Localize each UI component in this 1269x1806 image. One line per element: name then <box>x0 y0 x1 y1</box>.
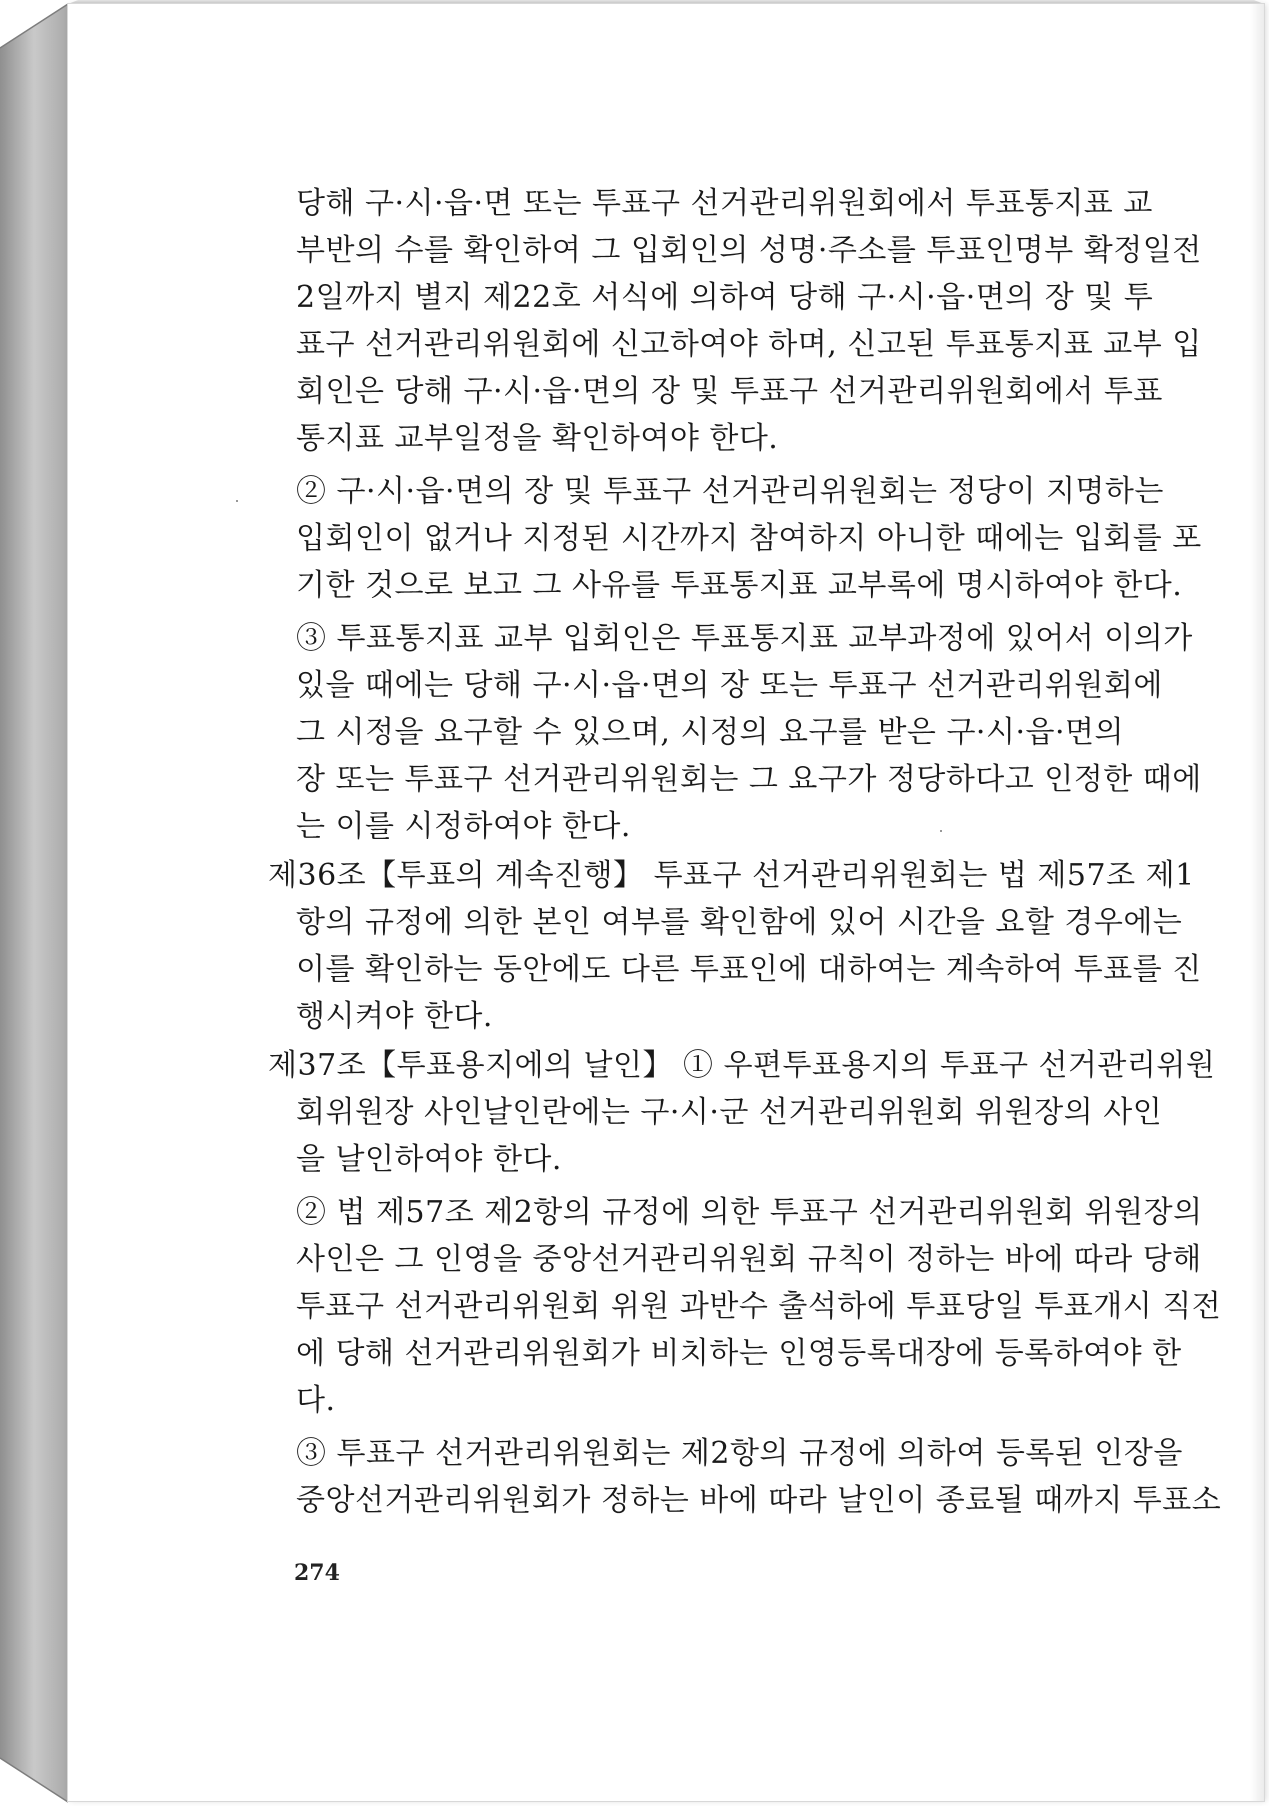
text-line: 회위원장 사인날인란에는 구·시·군 선거관리위원회 위원장의 사인 <box>296 1095 1163 1130</box>
text-line: 는 이를 시정하여야 한다. <box>296 809 631 844</box>
article-heading-line: 제36조【투표의 계속진행】 투표구 선거관리위원회는 법 제57조 제1 <box>268 858 1195 893</box>
text-line: 에 당해 선거관리위원회가 비치하는 인영등록대장에 등록하여야 한 <box>296 1336 1182 1371</box>
text-line: 그 시정을 요구할 수 있으며, 시정의 요구를 받은 구·시·읍·면의 <box>296 715 1124 750</box>
text-line: 입회인이 없거나 지정된 시간까지 참여하지 아니한 때에는 입회를 포 <box>296 521 1202 556</box>
article-heading-line: 제37조【투표용지에의 날인】 ① 우편투표용지의 투표구 선거관리위원 <box>268 1048 1216 1083</box>
text-line: 부반의 수를 확인하여 그 입회인의 성명·주소를 투표인명부 확정일전 <box>296 233 1202 268</box>
text-line: 2일까지 별지 제22호 서식에 의하여 당해 구·시·읍·면의 장 및 투 <box>296 280 1154 315</box>
text-line: 기한 것으로 보고 그 사유를 투표통지표 교부록에 명시하여야 한다. <box>296 568 1183 603</box>
paper-speck <box>236 500 238 502</box>
text-line: ③ 투표통지표 교부 입회인은 투표통지표 교부과정에 있어서 이의가 <box>296 621 1193 656</box>
text-line: 행시켜야 한다. <box>296 999 493 1034</box>
text-line: 있을 때에는 당해 구·시·읍·면의 장 또는 투표구 선거관리위원회에 <box>296 668 1163 703</box>
text-line: 통지표 교부일정을 확인하여야 한다. <box>296 421 779 456</box>
text-line: 투표구 선거관리위원회 위원 과반수 출석하에 투표당일 투표개시 직전 <box>296 1289 1222 1324</box>
text-line: 다. <box>296 1383 336 1418</box>
text-line: 표구 선거관리위원회에 신고하여야 하며, 신고된 투표통지표 교부 입 <box>296 327 1202 362</box>
text-line: 회인은 당해 구·시·읍·면의 장 및 투표구 선거관리위원회에서 투표 <box>296 374 1163 409</box>
book-spine-face <box>0 4 68 1802</box>
text-line: 장 또는 투표구 선거관리위원회는 그 요구가 정당하다고 인정한 때에 <box>296 762 1202 797</box>
paper-speck <box>940 830 942 832</box>
text-line: 중앙선거관리위원회가 정하는 바에 따라 날인이 종료될 때까지 투표소 <box>296 1483 1222 1518</box>
text-line: 항의 규정에 의한 본인 여부를 확인함에 있어 시간을 요할 경우에는 <box>296 905 1183 940</box>
text-line: 이를 확인하는 동안에도 다른 투표인에 대하여는 계속하여 투표를 진 <box>296 952 1202 987</box>
document-page <box>68 4 1264 1801</box>
text-line: 사인은 그 인영을 중앙선거관리위원회 규칙이 정하는 바에 따라 당해 <box>296 1242 1202 1277</box>
text-line: 당해 구·시·읍·면 또는 투표구 선거관리위원회에서 투표통지표 교 <box>296 186 1153 221</box>
page-number: 274 <box>294 1560 340 1586</box>
text-line: ③ 투표구 선거관리위원회는 제2항의 규정에 의하여 등록된 인장을 <box>296 1436 1183 1471</box>
text-line: ② 법 제57조 제2항의 규정에 의한 투표구 선거관리위원회 위원장의 <box>296 1195 1203 1230</box>
text-line: ② 구·시·읍·면의 장 및 투표구 선거관리위원회는 정당이 지명하는 <box>296 474 1164 509</box>
text-line: 을 날인하여야 한다. <box>296 1142 562 1177</box>
body-text <box>68 4 1264 1801</box>
